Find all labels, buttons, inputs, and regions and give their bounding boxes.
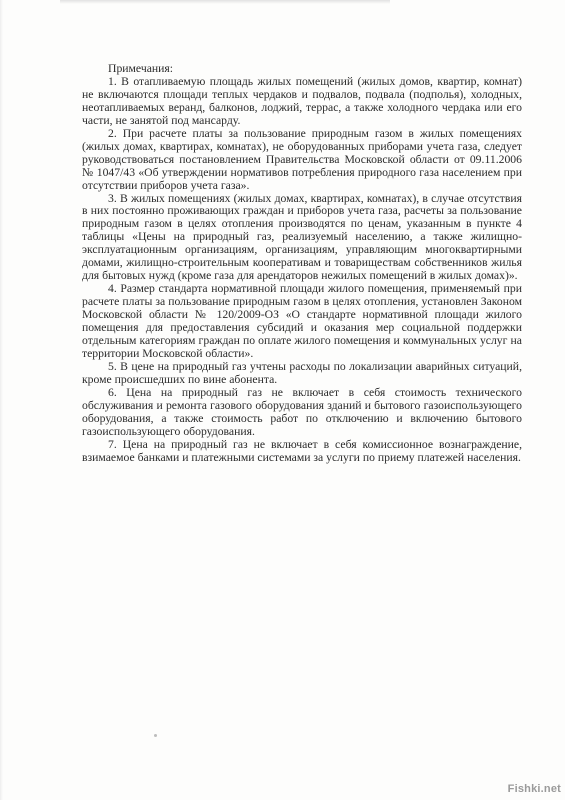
notes-heading: Примечания: <box>108 62 174 75</box>
notes-section <box>82 63 522 465</box>
note-paragraph-5: 5. В цене на природный газ учтены расходы по локализации аварийных ситуаций, кроме происшедших по вине абонента. <box>82 359 522 386</box>
scan-speck <box>154 734 157 737</box>
scan-shadow-top <box>60 0 390 4</box>
scan-shadow-left <box>0 0 3 800</box>
site-watermark: Fishki.net <box>507 783 561 795</box>
note-paragraph-6: 6. Цена на природный газ не включает в себя стоимость технического обслуживания и ремонта газового оборудования зданий и бытового газоиспользующего оборудования, а также стоимость работ по отключению и включению бытового газоиспользующего оборудования. <box>82 385 522 438</box>
note-paragraph-1: 1. В отапливаемую площадь жилых помещений (жилых домов, квартир, комнат) не включаются площади теплых чердаков и подвалов, подвала (подполья), холодных, неотапливаемых веранд, балконов, лоджий, террас, а также холодного чердака или его части, не занятой под мансарду. <box>82 74 522 127</box>
note-paragraph-2: 2. При расчете платы за пользование природным газом в жилых помещениях (жилых домах, квартирах, комнатах), не оборудованных приборами учета газа, следует руководствоваться постановлением Правительства Московской области от 09.11.2006 № 1047/43 «Об утверждении нормативов потребления природного газа населением при отсутствии приборов учета газа». <box>82 126 522 192</box>
note-paragraph-7: 7. Цена на природный газ не включает в себя комиссионное вознаграждение, взимаемое банками и платежными системами за услуги по приему платежей населения. <box>82 437 522 464</box>
note-paragraph-3: 3. В жилых помещениях (жилых домах, квартирах, комнатах), в случае отсутствия в них постоянно проживающих граждан и приборов учета газа, расчеты за пользование природным газом в целях отопления производятся по ценам, указанным в пункте 4 таблицы «Цены на природный газ, реализуемый населению, а также жилищно-эксплуатационным организациям, организациям, управляющим многоквартирными домами, жилищно-строительным кооперативам и товариществам собственников жилья для бытовых нужд (кроме газа для арендаторов нежилых помещений в жилых домах)». <box>82 191 522 283</box>
note-paragraph-4: 4. Размер стандарта нормативной площади жилого помещения, применяемый при расчете платы за пользование природным газом в целях отопления, установлен Законом Московской области № 120/2009-ОЗ «О стандарте нормативной площади жилого помещения для предоставления субсидий и оказания мер социальной поддержки отдельным категориям граждан по оплате жилого помещения и коммунальных услуг на территории Московской области». <box>82 282 522 360</box>
